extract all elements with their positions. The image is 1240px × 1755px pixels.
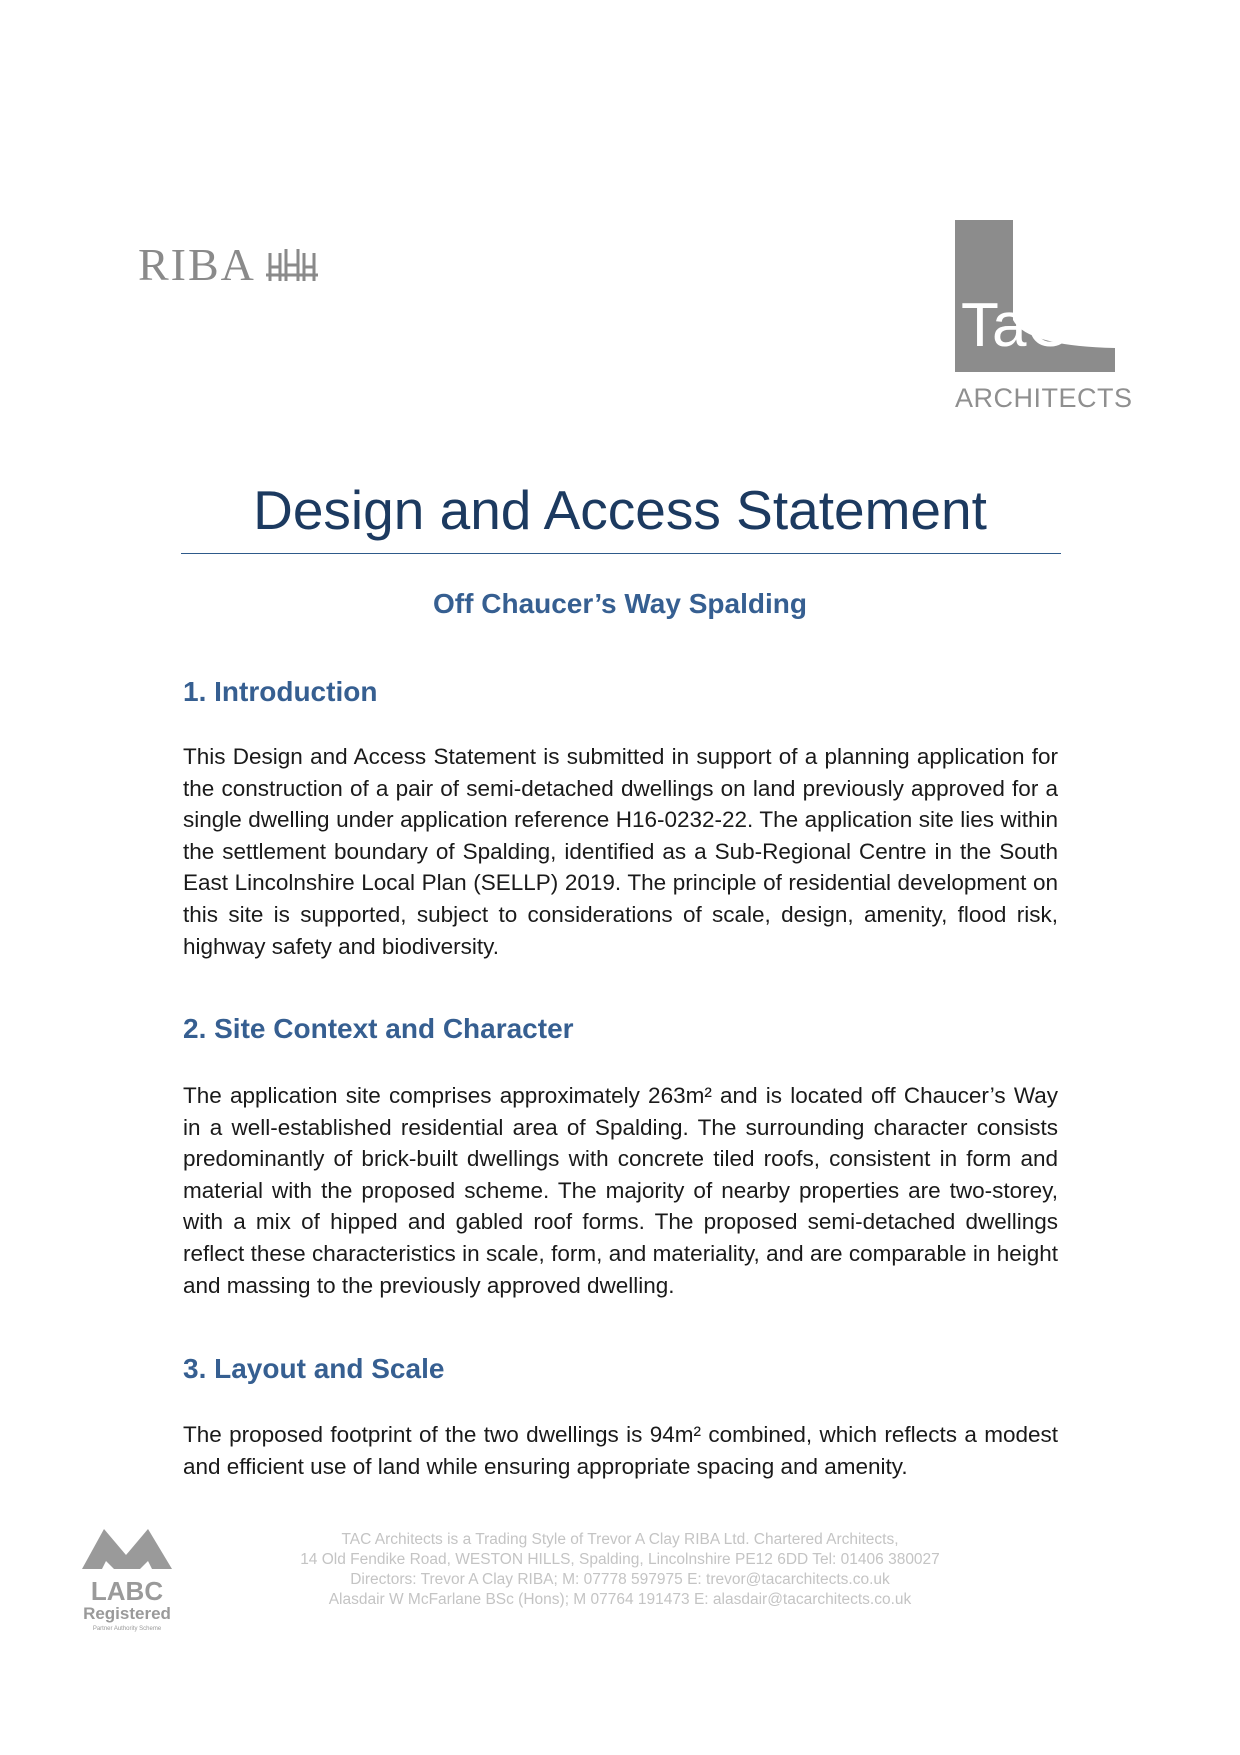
document-title: Design and Access Statement: [253, 479, 987, 541]
section-heading-layout-scale: 3. Layout and Scale: [183, 1353, 445, 1384]
labc-logo: [74, 1525, 180, 1634]
footer-line: Alasdair W McFarlane BSc (Hons); M 07764 191473 E: alasdair@tacarchitects.co.uk: [328, 1591, 912, 1608]
riba-logo-text: RIBA: [138, 239, 256, 290]
section-body-site-context: The application site comprises approximately 263m² and is located off Chaucer’s Way in a well-established residential area of Spalding. The surrounding character consists predominantly of brick-built dwellings with concrete tiled roofs, consistent in form and material with the proposed scheme. The majority of nearby properties are two-storey, with a mix of hipped and gabled roof forms. The proposed semi-detached dwellings reflect these characteristics in scale, form, and materiality, and are comparable in height and massing to the previously approved dwelling.: [183, 1083, 1058, 1298]
section-heading-introduction: 1. Introduction: [183, 676, 378, 707]
tac-logo-mark: [955, 220, 1115, 372]
labc-roof-icon: [82, 1525, 172, 1569]
riba-logo: [138, 238, 320, 291]
riba-crest-icon: [264, 245, 320, 285]
footer-address: [240, 1530, 1000, 1610]
footer-line: Directors: Trevor A Clay RIBA; M: 07778 597975 E: trevor@tacarchitects.co.uk: [350, 1571, 890, 1588]
labc-registered: Registered: [83, 1604, 171, 1623]
tac-logo-text: TaC: [961, 291, 1072, 360]
document-subtitle: Off Chaucer’s Way Spalding: [433, 588, 807, 619]
labc-scheme: Partner Authority Scheme: [92, 1626, 162, 1632]
section-body-layout-scale: The proposed footprint of the two dwellings is 94m² combined, which reflects a modest and efficient use of land while ensuring appropriate spacing and amenity.: [183, 1422, 1058, 1479]
section-body-introduction: This Design and Access Statement is submitted in support of a planning application for the construction of a pair of semi-detached dwellings on land previously approved for a single dwelling under application reference H16-0232-22. The application site lies within the settlement boundary of Spalding, identified as a Sub-Regional Centre in the South East Lincolnshire Local Plan (SELLP) 2019. The principle of residential development on this site is supported, subject to considerations of scale, design, amenity, flood risk, highway safety and biodiversity.: [183, 744, 1058, 959]
labc-name: LABC: [90, 1576, 164, 1606]
title-underline: [181, 553, 1061, 554]
tac-architects-logo: [955, 220, 1133, 414]
tac-logo-subtitle: ARCHITECTS: [955, 383, 1133, 413]
footer-line: TAC Architects is a Trading Style of Trevor A Clay RIBA Ltd. Chartered Architects,: [341, 1531, 899, 1548]
footer-line: 14 Old Fendike Road, WESTON HILLS, Spalding, Lincolnshire PE12 6DD Tel: 01406 380027: [300, 1551, 940, 1568]
section-heading-site-context: 2. Site Context and Character: [183, 1013, 574, 1044]
